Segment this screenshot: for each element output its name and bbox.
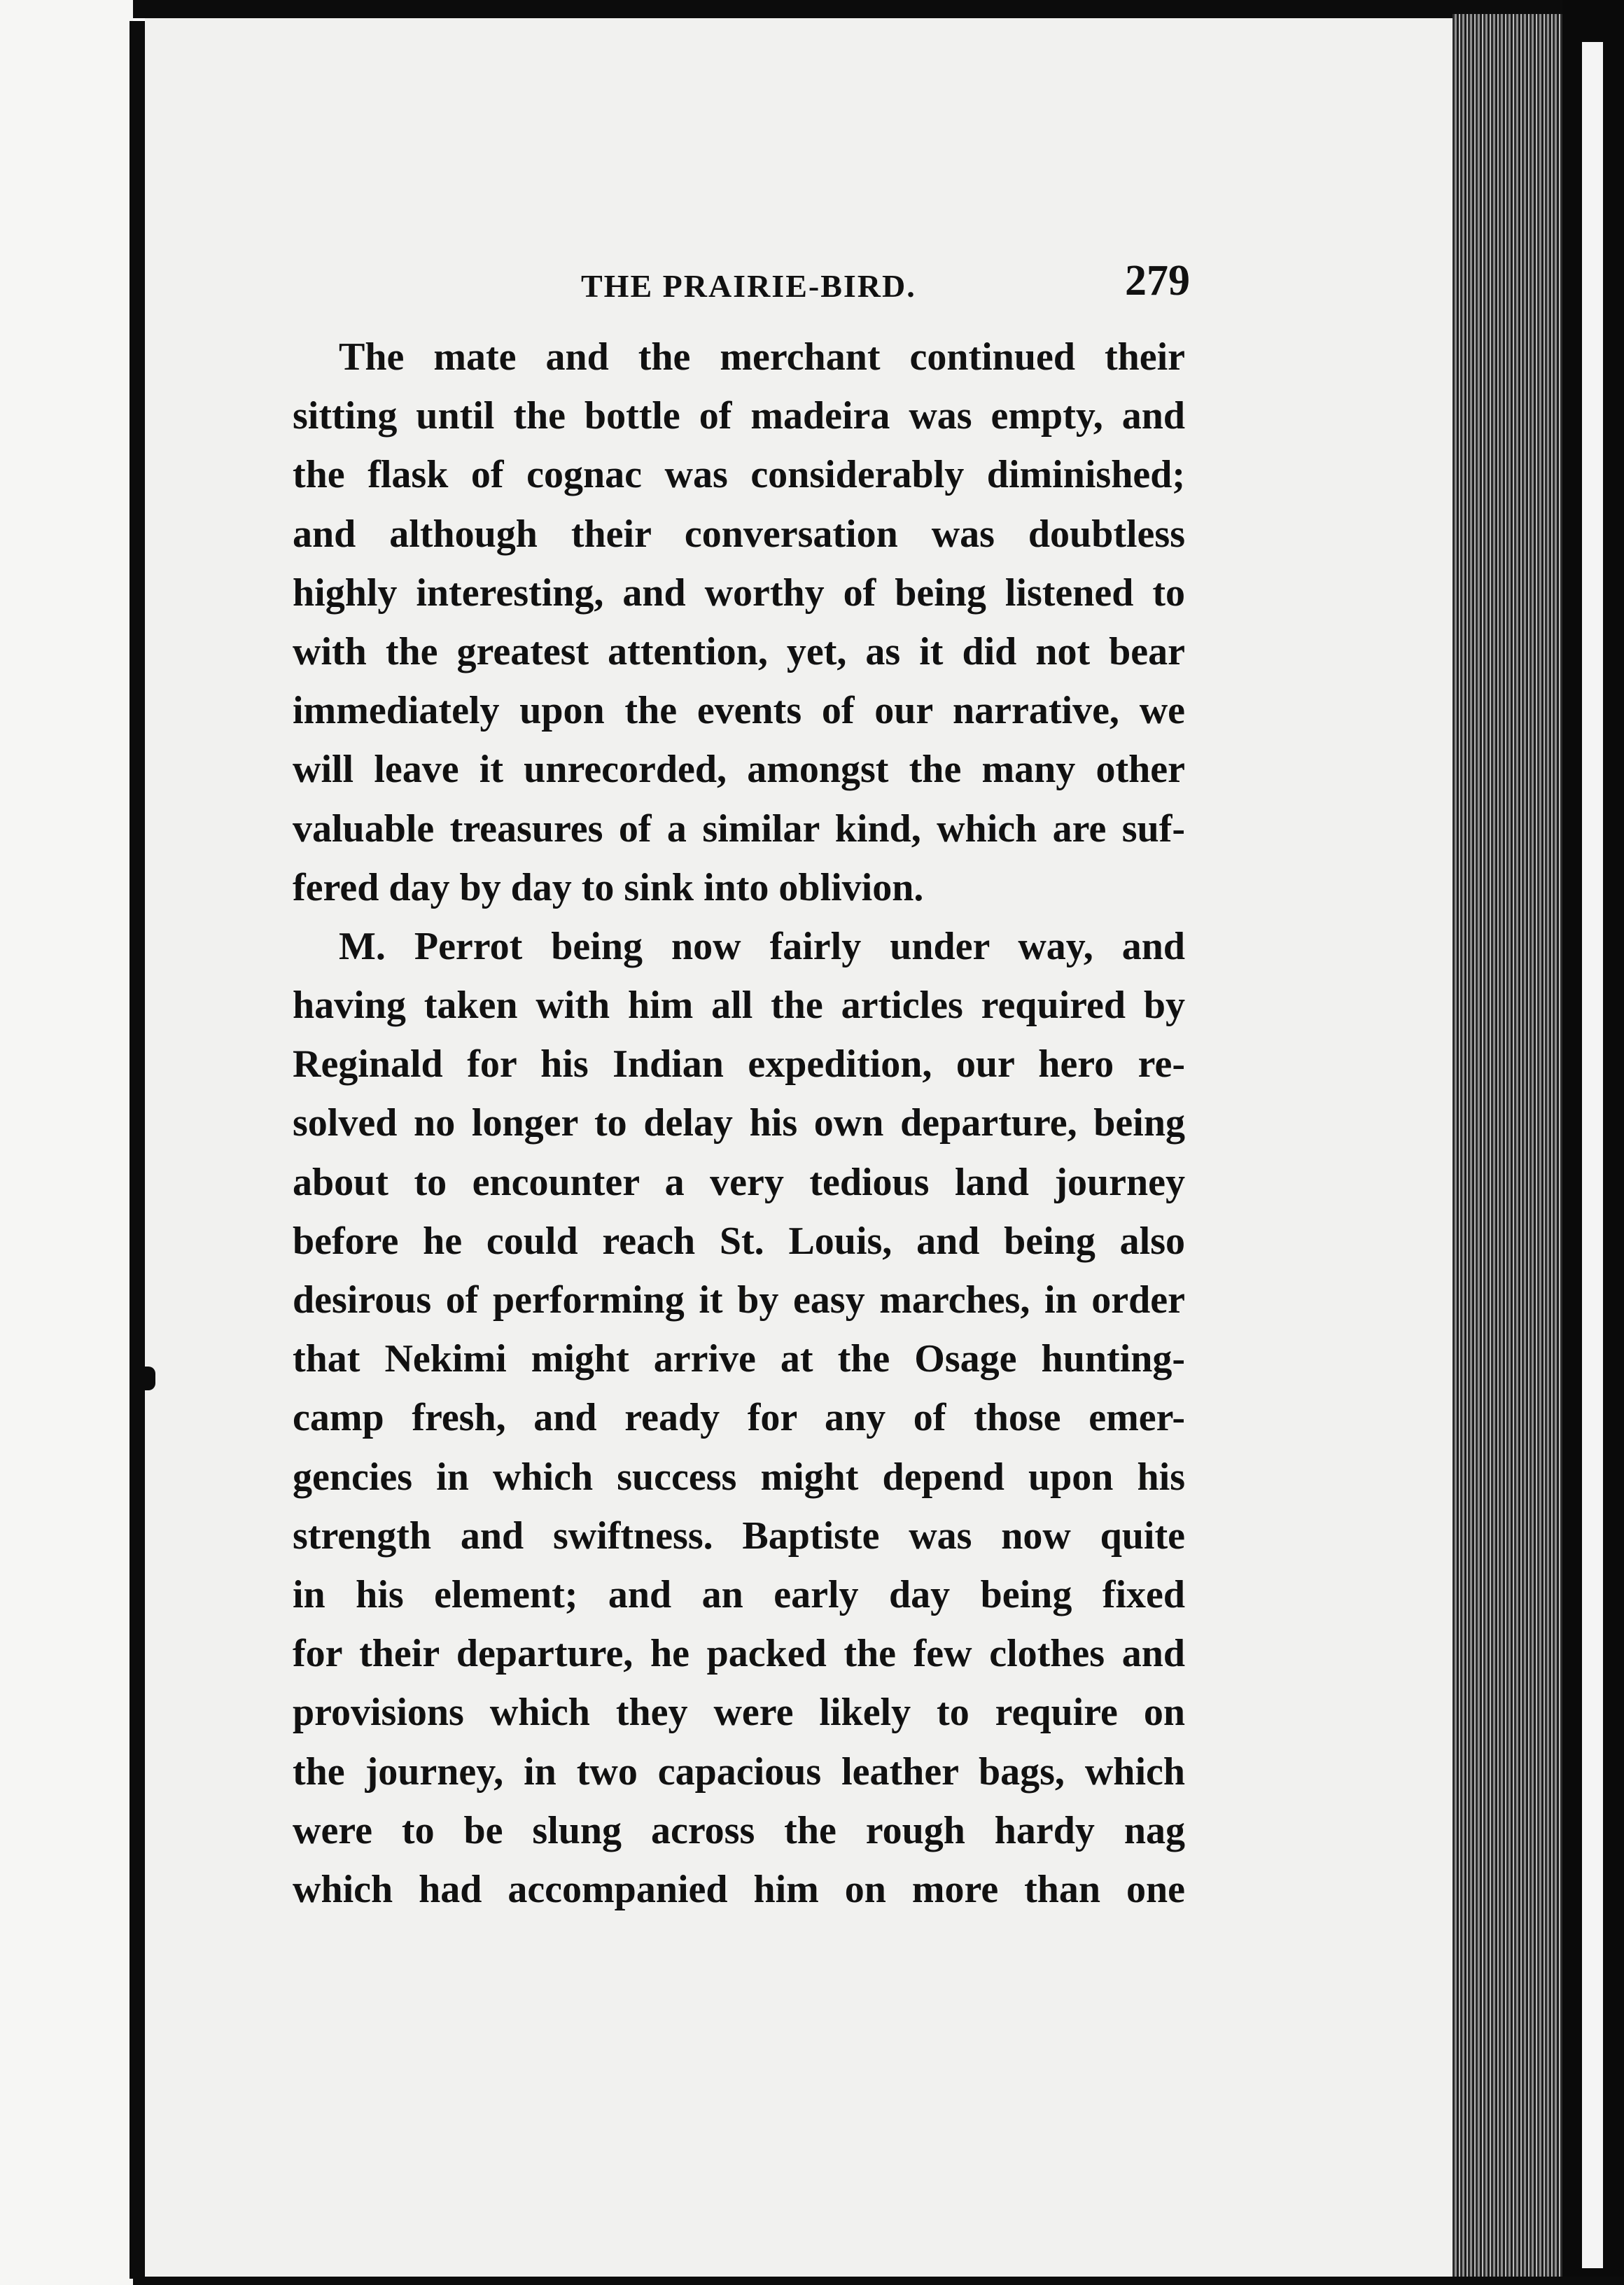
book-gutter — [130, 21, 145, 2279]
page-number: 279 — [1125, 257, 1190, 305]
text-line: in his element; and an early day being fixed — [293, 1572, 1185, 1616]
text-line: solved no longer to delay his own departure, being — [293, 1101, 1185, 1145]
outer-page-edge — [1582, 42, 1603, 2268]
text-line: Reginald for his Indian expedition, our hero re- — [293, 1042, 1185, 1086]
text-line: with the greatest attention, yet, as it did not bear — [293, 629, 1185, 673]
text-line: the flask of cognac was considerably diminished; — [293, 453, 1185, 497]
body-text — [293, 328, 1185, 1919]
facing-page-edge — [0, 0, 133, 2285]
page-block-edges — [1452, 14, 1564, 2279]
text-line: immediately upon the events of our narrative, we — [293, 689, 1185, 733]
text-line: strength and swiftness. Baptiste was now quite — [293, 1514, 1185, 1558]
scan-top-border — [133, 0, 1624, 18]
scan-bottom-border — [133, 2277, 1624, 2285]
text-line: for their departure, he packed the few clothes and — [293, 1632, 1185, 1676]
text-line: will leave it unrecorded, amongst the many other — [293, 748, 1185, 792]
text-line: highly interesting, and worthy of being listened to — [293, 571, 1185, 615]
text-line: desirous of performing it by easy marches, in order — [293, 1278, 1185, 1322]
text-line: that Nekimi might arrive at the Osage hunting- — [293, 1337, 1185, 1381]
running-header — [294, 252, 1190, 315]
text-line: before he could reach St. Louis, and being also — [293, 1219, 1185, 1263]
text-line: provisions which they were likely to require on — [293, 1691, 1185, 1735]
text-line: sitting until the bottle of madeira was empty, and — [293, 394, 1185, 438]
text-line: The mate and the merchant continued their — [339, 335, 1185, 379]
text-line: fered day by day to sink into oblivion. — [293, 865, 924, 909]
text-line: gencies in which success might depend upon his — [293, 1455, 1185, 1499]
text-line: valuable treasures of a similar kind, which are suf- — [293, 806, 1185, 851]
text-line: were to be slung across the rough hardy nag — [293, 1808, 1185, 1852]
running-title: THE PRAIRIE-BIRD. — [581, 268, 916, 304]
gutter-notch — [144, 1367, 155, 1390]
text-line: the journey, in two capacious leather bags, which — [293, 1749, 1185, 1794]
text-line: M. Perrot being now fairly under way, and — [339, 924, 1185, 968]
text-line: camp fresh, and ready for any of those emer- — [293, 1396, 1185, 1440]
text-line: and although their conversation was doubtless — [293, 512, 1185, 556]
text-line: having taken with him all the articles required by — [293, 984, 1185, 1028]
text-line: which had accompanied him on more than one — [293, 1867, 1185, 1911]
text-line: about to encounter a very tedious land journey — [293, 1160, 1185, 1204]
